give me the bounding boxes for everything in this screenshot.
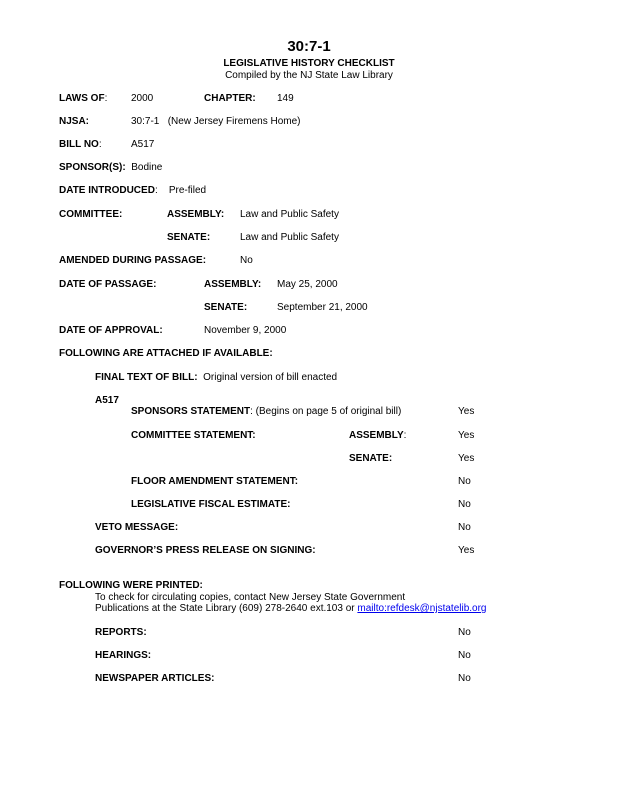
- page-title: 30:7-1: [287, 38, 331, 55]
- attached-bill-number: A517: [95, 395, 119, 406]
- date-of-approval-label: DATE OF APPROVAL:: [59, 325, 163, 336]
- printed-note-line2: Publications at the State Library (609) 278-2640 ext.103 or mailto:refdesk@njstatelib.org: [95, 603, 487, 614]
- attached-heading: FOLLOWING ARE ATTACHED IF AVAILABLE:: [59, 348, 273, 359]
- committee-statement-assembly-value: Yes: [458, 430, 475, 441]
- committee-senate-value: Law and Public Safety: [240, 232, 339, 243]
- press-release-label: GOVERNOR’S PRESS RELEASE ON SIGNING:: [95, 545, 316, 556]
- fiscal-estimate-value: No: [458, 499, 471, 510]
- amended-value: No: [240, 255, 253, 266]
- reports-label: REPORTS:: [95, 627, 147, 638]
- chapter-label: CHAPTER:: [204, 93, 256, 104]
- veto-message-label: VETO MESSAGE:: [95, 522, 179, 533]
- date-introduced-row: DATE INTRODUCED: Pre-filed: [59, 185, 207, 196]
- passage-assembly-value: May 25, 2000: [277, 279, 338, 290]
- committee-senate-label: SENATE:: [167, 232, 211, 243]
- chapter-value: 149: [277, 93, 294, 104]
- floor-amendment-value: No: [458, 476, 471, 487]
- bill-no-value: A517: [131, 139, 155, 150]
- committee-statement-senate-label: SENATE:: [349, 453, 393, 464]
- committee-statement-label: COMMITTEE STATEMENT:: [131, 430, 256, 441]
- committee-label: COMMITTEE:: [59, 209, 123, 220]
- bill-no-label: BILL NO:: [59, 139, 102, 150]
- committee-assembly-value: Law and Public Safety: [240, 209, 339, 220]
- fiscal-estimate-label: LEGISLATIVE FISCAL ESTIMATE:: [131, 499, 291, 510]
- hearings-value: No: [458, 650, 471, 661]
- floor-amendment-label: FLOOR AMENDMENT STATEMENT:: [131, 476, 299, 487]
- hearings-label: HEARINGS:: [95, 650, 152, 661]
- date-of-passage-label: DATE OF PASSAGE:: [59, 279, 157, 290]
- passage-senate-label: SENATE:: [204, 302, 248, 313]
- compiled-by: Compiled by the NJ State Law Library: [225, 70, 393, 81]
- njsa-label: NJSA:: [59, 116, 90, 127]
- press-release-value: Yes: [458, 545, 475, 556]
- passage-senate-value: September 21, 2000: [277, 302, 368, 313]
- printed-heading: FOLLOWING WERE PRINTED:: [59, 580, 203, 591]
- laws-of-value: 2000: [131, 93, 154, 104]
- reports-value: No: [458, 627, 471, 638]
- njsa-value: 30:7-1 (New Jersey Firemens Home): [131, 116, 301, 127]
- newspaper-articles-label: NEWSPAPER ARTICLES:: [95, 673, 215, 684]
- sponsors-statement-value: Yes: [458, 406, 475, 417]
- passage-assembly-label: ASSEMBLY:: [204, 279, 262, 290]
- newspaper-articles-value: No: [458, 673, 471, 684]
- date-of-approval-value: November 9, 2000: [204, 325, 287, 336]
- laws-of-label: LAWS OF:: [59, 93, 108, 104]
- final-text-row: FINAL TEXT OF BILL: Original version of bill enacted: [95, 372, 338, 383]
- committee-statement-senate-value: Yes: [458, 453, 475, 464]
- document-subtitle: LEGISLATIVE HISTORY CHECKLIST: [223, 58, 395, 69]
- committee-statement-assembly-label: ASSEMBLY:: [349, 430, 407, 441]
- printed-note-line1: To check for circulating copies, contact New Jersey State Government: [95, 592, 406, 603]
- sponsors-statement-row: SPONSORS STATEMENT: (Begins on page 5 of original bill): [131, 406, 402, 417]
- committee-assembly-label: ASSEMBLY:: [167, 209, 225, 220]
- email-link[interactable]: mailto:refdesk@njstatelib.org: [357, 603, 487, 614]
- veto-message-value: No: [458, 522, 471, 533]
- amended-label: AMENDED DURING PASSAGE:: [59, 255, 207, 266]
- sponsors-row: SPONSOR(S): Bodine: [59, 162, 163, 173]
